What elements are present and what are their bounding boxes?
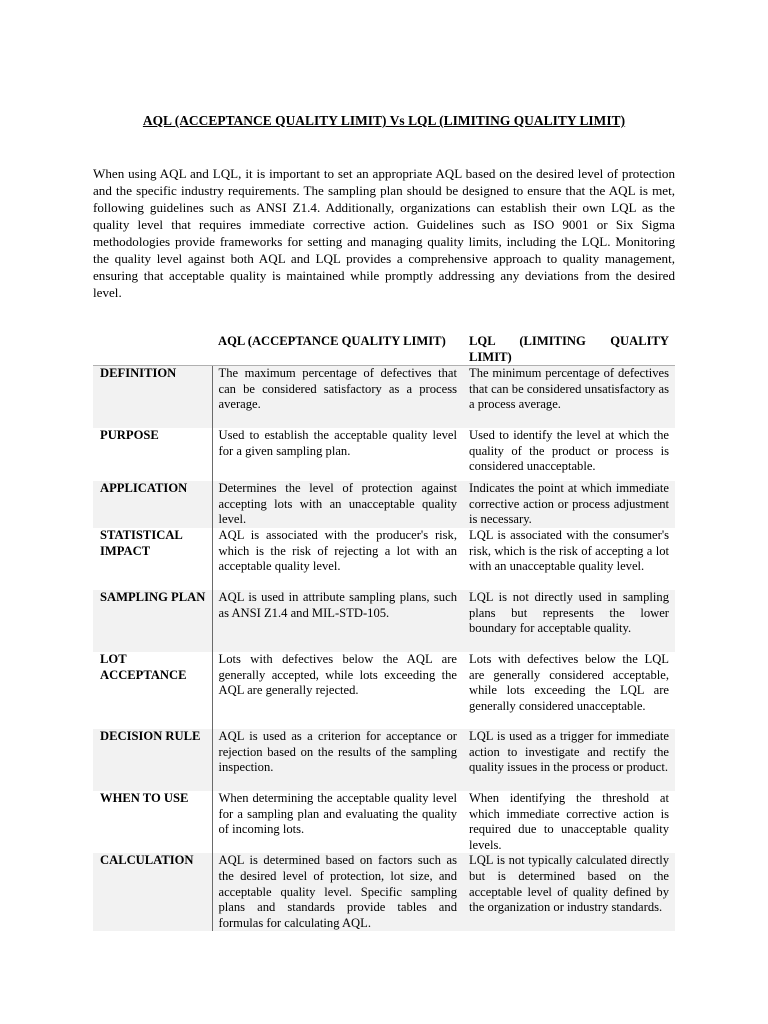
table-row <box>93 528 675 590</box>
aql-cell: AQL is used as a criterion for acceptance or rejection based on the results of the sampling inspection. <box>212 729 463 791</box>
row-label: PURPOSE <box>100 428 159 443</box>
table-row <box>93 791 675 853</box>
document-title: AQL (ACCEPTANCE QUALITY LIMIT) Vs LQL (LIMITING QUALITY LIMIT) <box>142 113 626 128</box>
lql-cell: Indicates the point at which immediate corrective action or process adjustment is necessary. <box>463 481 675 528</box>
header-aql: AQL (ACCEPTANCE QUALITY LIMIT) <box>212 334 463 366</box>
table-row <box>93 853 675 931</box>
aql-cell: The maximum percentage of defectives that can be considered satisfactory as a process average. <box>212 366 463 429</box>
lql-cell: LQL is not typically calculated directly but is determined based on the acceptable level of quality defined by the organization or industry standards. <box>463 853 675 931</box>
aql-cell: AQL is used in attribute sampling plans, such as ANSI Z1.4 and MIL-STD-105. <box>212 590 463 652</box>
row-label: APPLICATION <box>93 481 212 528</box>
row-label: DEFINITION <box>93 366 212 429</box>
table-row <box>93 428 675 481</box>
aql-cell: Used to establish the acceptable quality level for a given sampling plan. <box>212 428 463 481</box>
lql-cell: Lots with defectives below the LQL are generally considered acceptable, while lots exceeding the LQL are generally considered unacceptable. <box>469 651 669 713</box>
row-label: STATISTICAL IMPACT <box>100 527 183 558</box>
row-label: WHEN TO USE <box>100 790 189 805</box>
row-label: DECISION RULE <box>93 729 212 791</box>
row-label: SAMPLING PLAN <box>93 590 212 652</box>
lql-cell: The minimum percentage of defectives that can be considered unsatisfactory as a process average. <box>463 366 675 429</box>
comparison-table <box>93 334 675 931</box>
aql-cell: When determining the acceptable quality level for a sampling plan and evaluating the quality of incoming lots. <box>212 791 463 853</box>
aql-cell: Lots with defectives below the AQL are generally accepted, while lots exceeding the AQL are generally rejected. <box>212 652 463 729</box>
table-row <box>93 481 675 528</box>
lql-cell: LQL is used as a trigger for immediate action to investigate and rectify the quality issues in the process or product. <box>463 729 675 791</box>
header-empty-cell <box>93 334 212 366</box>
table-header-row <box>93 334 675 366</box>
row-label: LOT ACCEPTANCE <box>100 651 187 682</box>
header-lql: LQL (LIMITING QUALITY LIMIT) <box>463 334 675 366</box>
table-row <box>93 652 675 729</box>
aql-cell: Determines the level of protection against accepting lots with an unacceptable quality level. <box>212 481 463 528</box>
table-row <box>93 729 675 791</box>
lql-cell: When identifying the threshold at which immediate corrective action is required due to unacceptable quality levels. <box>469 790 669 852</box>
lql-cell: LQL is associated with the consumer's risk, which is the risk of accepting a lot with an unacceptable quality level. <box>469 527 669 574</box>
lql-cell: Used to identify the level at which the quality of the product or process is considered unacceptable. <box>469 428 669 474</box>
aql-cell: AQL is determined based on factors such as the desired level of protection, lot size, and acceptable quality level. Specific sampling plans and standards provide tables and formulas for calculating AQL. <box>212 853 463 931</box>
aql-cell: AQL is associated with the producer's risk, which is the risk of rejecting a lot with an acceptable quality level. <box>212 528 463 590</box>
row-label: CALCULATION <box>93 853 212 931</box>
table-row <box>93 590 675 652</box>
intro-paragraph: When using AQL and LQL, it is important to set an appropriate AQL based on the desired level of protection and the specific industry requirements. The sampling plan should be designed to ensure that the AQL is met, following guidelines such as ANSI Z1.4. Additionally, organizations can establish their own LQL as the quality level that requires immediate corrective action. Guidelines such as ISO 9001 or Six Sigma methodologies provide frameworks for setting and managing quality limits, including the LQL. Monitoring the quality level against both AQL and LQL provides a comprehensive approach to quality management, ensuring that acceptable quality is maintained while promptly addressing any deviations from the desired level. <box>93 166 675 300</box>
lql-cell: LQL is not directly used in sampling plans but represents the lower boundary for acceptable quality. <box>463 590 675 652</box>
table-row <box>93 366 675 429</box>
